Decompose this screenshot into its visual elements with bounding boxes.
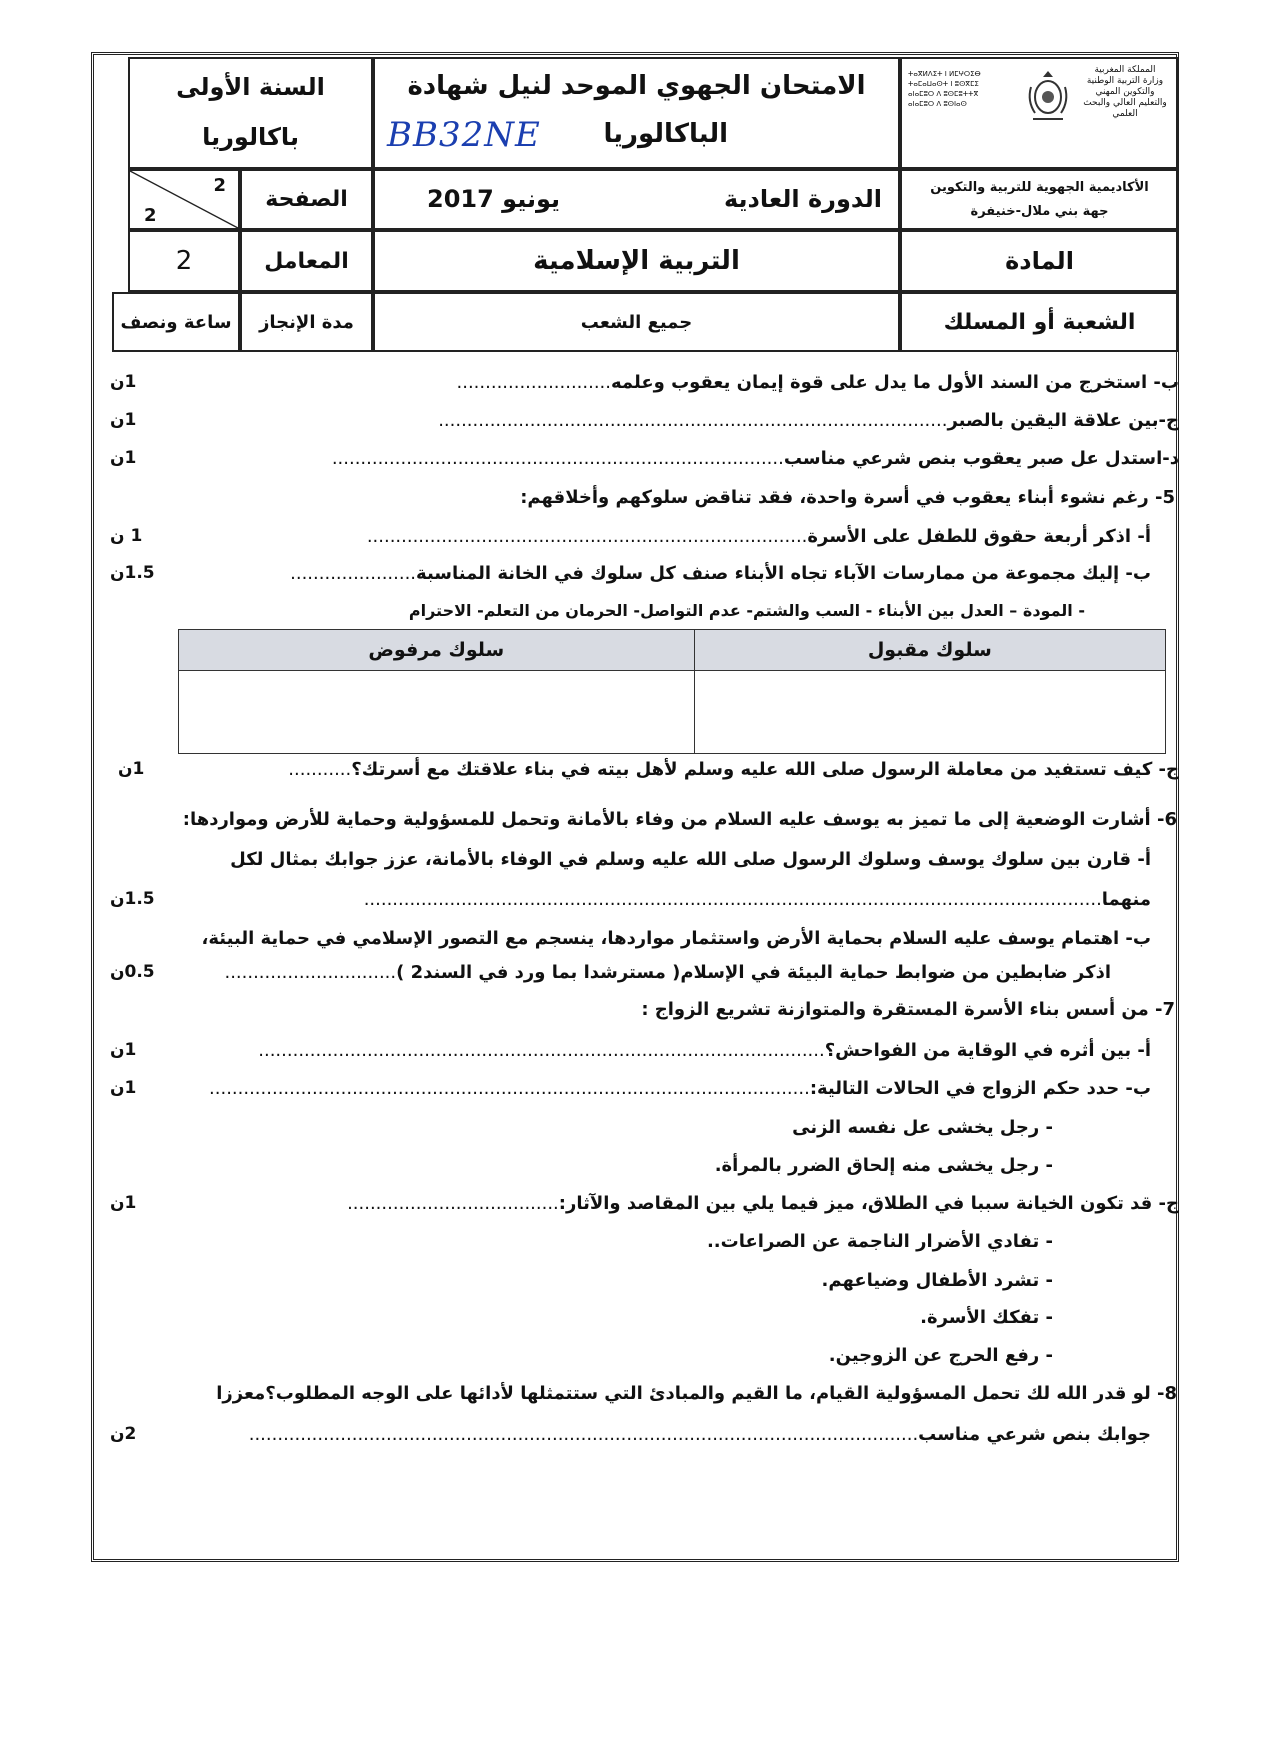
question-7a xyxy=(258,1040,1151,1061)
points-7a: 1ن xyxy=(110,1040,137,1060)
answer-dots: .............................. xyxy=(224,962,397,983)
branch-label: الشعبة أو المسلك xyxy=(900,292,1179,352)
question-7b-item: - رجل يخشى منه إلحاق الضرر بالمرأة. xyxy=(714,1155,1053,1176)
answer-dots: ...................... xyxy=(290,563,417,584)
exam-title: الامتحان الجهوي الموحد لنيل شهادة xyxy=(407,71,866,101)
subject-label: المادة xyxy=(900,230,1179,292)
answer-dots: ..................................... xyxy=(347,1193,559,1214)
ministry-name xyxy=(1081,65,1169,120)
answer-dots: ......................................................................................................... xyxy=(209,1078,810,1099)
question-5a xyxy=(367,526,1151,547)
question-7c-item: - تفكك الأسرة. xyxy=(920,1307,1053,1328)
question-text: د-استدل عل صبر يعقوب بنص شرعي مناسب xyxy=(783,448,1179,469)
question-6a-line1: أ- قارن بين سلوك يوسف وسلوك الرسول صلى الله عليه وسلم في الوفاء بالأمانة، عزز جوابك بمثال لكل xyxy=(230,849,1151,870)
question-5c xyxy=(288,759,1179,780)
exam-cert: الباكالوريا xyxy=(603,119,728,149)
question-6b-line1: ب- اهتمام يوسف عليه السلام بحماية الأرض واستثمار مواردها، ينسجم مع التصور الإسلامي في حماية البيئة، xyxy=(201,928,1151,949)
points-4d: 1ن xyxy=(110,448,137,468)
academy-line1: الأكاديمية الجهوية للتربية والتكوين xyxy=(930,179,1149,195)
question-6b-line2 xyxy=(224,962,1111,983)
question-text: ب- إليك مجموعة من ممارسات الآباء تجاه الأبناء صنف كل سلوك في الخانة المناسبة xyxy=(416,563,1151,584)
session-date: يونيو 2017 xyxy=(427,185,561,213)
level-label: باكالوريا xyxy=(202,123,299,151)
academy-line2: جهة بني ملال-خنيفرة xyxy=(970,203,1109,219)
question-4c xyxy=(438,410,1179,431)
session-name: الدورة العادية xyxy=(723,185,882,213)
subject-value: التربية الإسلامية xyxy=(373,230,900,292)
tifinagh-line: ⴰⵏⴰⵎⵓⵔ ⴷ ⵓⵙⵏⴰⵙ xyxy=(908,100,967,108)
question-text: أ- اذكر أربعة حقوق للطفل على الأسرة xyxy=(807,526,1151,547)
tifinagh-line: ⵜⴰⵎⴰⵡⴰⵙⵜ ⵏ ⵓⵙⴳⵎⵉ xyxy=(908,80,979,88)
question-text: ب- حدد حكم الزواج في الحالات التالية: xyxy=(809,1078,1151,1099)
points-5c: 1ن xyxy=(118,759,145,779)
coef-label: المعامل xyxy=(240,230,373,292)
answer-dots: ........................... xyxy=(456,372,612,393)
year-label: السنة الأولى xyxy=(176,73,325,101)
question-7c-item: - تشرد الأطفال وضياعهم. xyxy=(821,1270,1053,1291)
answer-dots: ................................................................................................................................. xyxy=(363,889,1102,910)
question-text: منهما xyxy=(1101,889,1151,910)
rejected-header: سلوك مرفوض xyxy=(179,630,695,671)
academy-box xyxy=(900,169,1179,230)
duration-value: ساعة ونصف xyxy=(112,292,240,352)
points-4b: 1ن xyxy=(110,372,137,392)
question-5: 5- رغم نشوء أبناء يعقوب في أسرة واحدة، فقد تناقض سلوكهم وأخلاقهم: xyxy=(520,487,1175,508)
points-6a: 1.5ن xyxy=(110,889,155,909)
question-text: ج- كيف تستفيد من معاملة الرسول صلى الله عليه وسلم لأهل بيته في بناء علاقتك مع أسرتك؟ xyxy=(351,759,1179,780)
rejected-cell[interactable] xyxy=(179,671,695,754)
question-text: ج-بين علاقة اليقين بالصبر xyxy=(947,410,1179,431)
question-8-line2 xyxy=(249,1424,1151,1445)
behavior-table xyxy=(178,629,1166,754)
answer-dots: ........... xyxy=(288,759,352,780)
points-7c: 1ن xyxy=(110,1193,137,1213)
question-6a-line2 xyxy=(364,889,1151,910)
points-5b: 1.5ن xyxy=(110,563,155,583)
ministry-line: والتعليم العالي والبحث العلمي xyxy=(1083,98,1167,119)
answer-dots: ......................................................................................... xyxy=(438,410,948,431)
ministry-line: وزارة التربية الوطنية xyxy=(1086,76,1164,86)
question-4d xyxy=(332,448,1179,469)
question-text: جوابك بنص شرعي مناسب xyxy=(918,1424,1151,1445)
handwritten-code: BB32NE xyxy=(387,115,541,155)
tifinagh-name xyxy=(908,69,1008,109)
points-7b: 1ن xyxy=(110,1078,137,1098)
page-current: 2 xyxy=(213,175,226,196)
ministry-logo-box xyxy=(900,57,1179,169)
question-7c-item: - رفع الحرج عن الزوجين. xyxy=(828,1345,1053,1366)
question-7c xyxy=(347,1193,1179,1214)
ministry-line: المملكة المغربية xyxy=(1094,65,1156,75)
branch-value: جميع الشعب xyxy=(373,292,900,352)
question-text: ج- قد تكون الخيانة سببا في الطلاق، ميز فيما يلي بين المقاصد والآثار: xyxy=(558,1193,1179,1214)
question-8-line1: 8- لو قدر الله لك تحمل المسؤولية القيام، ما القيم والمبادئ التي ستتمثلها لأدائها على الوجه المطلوب؟معززا xyxy=(216,1383,1177,1404)
points-8: 2ن xyxy=(110,1424,137,1444)
duration-label: مدة الإنجاز xyxy=(240,292,373,352)
page-total: 2 xyxy=(144,205,157,226)
answer-dots: ............................................................................. xyxy=(366,526,808,547)
question-7b xyxy=(209,1078,1151,1099)
answer-dots: ................................................................................................... xyxy=(258,1040,825,1061)
accepted-cell[interactable] xyxy=(694,671,1165,754)
question-5b xyxy=(290,563,1151,584)
accepted-header: سلوك مقبول xyxy=(694,630,1165,671)
tifinagh-line: ⵜⴰⴳⵍⴷⵉⵜ ⵏ ⵍⵎⵖⵔⵉⴱ xyxy=(908,70,981,78)
question-6: 6- أشارت الوضعية إلى ما تميز به يوسف عليه السلام من وفاء بالأمانة وتحمل للمسؤولية وحماية للأرض ومواردها: xyxy=(182,809,1177,830)
question-4b xyxy=(457,372,1179,393)
answer-dots: ............................................................................... xyxy=(331,448,784,469)
question-7c-item: - تفادي الأضرار الناجمة عن الصراعات.. xyxy=(706,1231,1053,1252)
page-label: الصفحة xyxy=(240,169,373,230)
ministry-line: والتكوين المهني xyxy=(1095,87,1155,97)
coef-value: 2 xyxy=(128,230,240,292)
tifinagh-line: ⴰⵏⴰⵎⵓⵔ ⴷ ⵓⵙⵎⵓⵜⵜⴳ xyxy=(908,90,979,98)
question-5b-items: - المودة – العدل بين الأبناء - السب والشتم- عدم التواصل- الحرمان من التعلم- الاحترام xyxy=(408,601,1085,620)
question-text: ب- استخرج من السند الأول ما يدل على قوة إيمان يعقوب وعلمه xyxy=(611,372,1179,393)
question-7b-item: - رجل يخشى عل نفسه الزنى xyxy=(792,1117,1053,1138)
royal-emblem-icon xyxy=(1025,67,1071,127)
question-text: أ- بين أثره في الوقاية من الفواحش؟ xyxy=(824,1040,1151,1061)
answer-dots: ..................................................................................................................... xyxy=(248,1424,919,1445)
year-box xyxy=(128,57,373,169)
exam-title-box xyxy=(373,57,900,169)
points-4c: 1ن xyxy=(110,410,137,430)
question-text: اذكر ضابطين من ضوابط حماية البيئة في الإسلام( مسترشدا بما ورد في السند2 ) xyxy=(396,962,1111,983)
points-6b: 0.5ن xyxy=(110,962,155,982)
points-5a: 1 ن xyxy=(110,526,143,546)
session-box xyxy=(373,169,900,230)
page-count-box xyxy=(128,169,240,230)
question-7: 7- من أسس بناء الأسرة المستقرة والمتوازنة تشريع الزواج : xyxy=(641,999,1175,1020)
